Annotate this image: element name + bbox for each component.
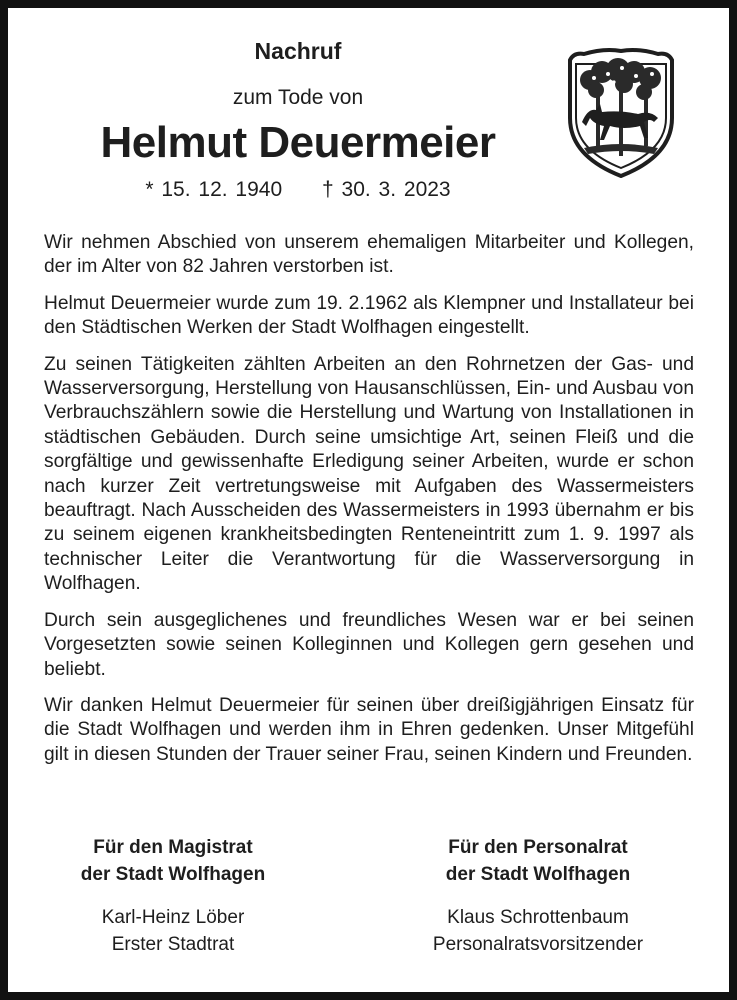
signatory-role: Personalratsvorsitzender	[432, 934, 644, 955]
obituary-header	[8, 8, 729, 218]
obituary-notice	[8, 8, 729, 992]
deceased-name: Helmut Deuermeier	[100, 118, 496, 167]
paragraph-employment: Helmut Deuermeier wurde zum 19. 2.1962 als Klempner und Installateur bei den Städtischen Werken der Stadt Wolfhagen eingestellt.	[44, 292, 694, 339]
notice-title: Nachruf	[254, 38, 342, 64]
obituary-body	[44, 231, 694, 779]
paragraph-farewell: Wir nehmen Abschied von unserem ehemaligen Mitarbeiter und Kollegen, der im Alter von 82 Jahren verstorben ist.	[44, 232, 694, 278]
birth-date: * 15. 12. 1940	[145, 178, 283, 201]
paragraph-duties: Zu seinen Tätigkeiten zählten Arbeiten an den Rohrnetzen der Gas- und Wasserversorgung, Herstellung von Hausanschlüssen, Ein- und Ausbau von Verbrauchszählern sowie die Herstellung und Wartung von Installationen in städtischen Gebäuden. Durch seine umsichtige Art, seinen Fleiß und die sorgfältige und gewissenhafte Erledigung seiner Arbeiten, wurde er schon nach kurzer Zeit vertretungsweise mit Aufgaben des Wassermeisters beauftragt. Nach Ausscheiden des Wassermeisters in 1993 übernahm er bis zu seinem eigenen krankheitsbedingten Renteneintritt zum 1. 9. 1997 als technischer Leiter die Verantwortung für die Wasserversorgung in Wolfhagen.	[44, 353, 694, 595]
signatory-role: Erster Stadtrat	[111, 934, 235, 955]
signature-org-line1: Für den Magistrat	[93, 837, 253, 858]
signatory-name: Klaus Schrottenbaum	[447, 907, 629, 928]
coat-of-arms-icon	[564, 48, 678, 178]
paragraph-thanks: Wir danken Helmut Deuermeier für seinen über dreißigjährigen Einsatz für die Stadt Wolfhagen und werden ihm in Ehren gedenken. Unser Mitgefühl gilt in diesen Stunden der Trauer seiner Frau, seinen Kindern und Freunden.	[44, 694, 694, 765]
paragraph-character: Durch sein ausgeglichenes und freundliches Wesen war er bei seinen Vorgesetzten sowie seinen Kolleginnen und Kollegen gern gesehen und beliebt.	[44, 609, 694, 680]
notice-subtitle: zum Tode von	[232, 86, 364, 109]
signature-org-line1: Für den Personalrat	[448, 837, 628, 858]
signatory-name: Karl-Heinz Löber	[101, 907, 245, 928]
life-dates	[8, 178, 588, 202]
signature-org-line2: der Stadt Wolfhagen	[445, 864, 631, 885]
signature-org-line2: der Stadt Wolfhagen	[80, 864, 266, 885]
death-date: † 30. 3. 2023	[322, 178, 451, 201]
signature-personalrat	[373, 834, 703, 958]
signature-magistrat	[8, 834, 338, 958]
